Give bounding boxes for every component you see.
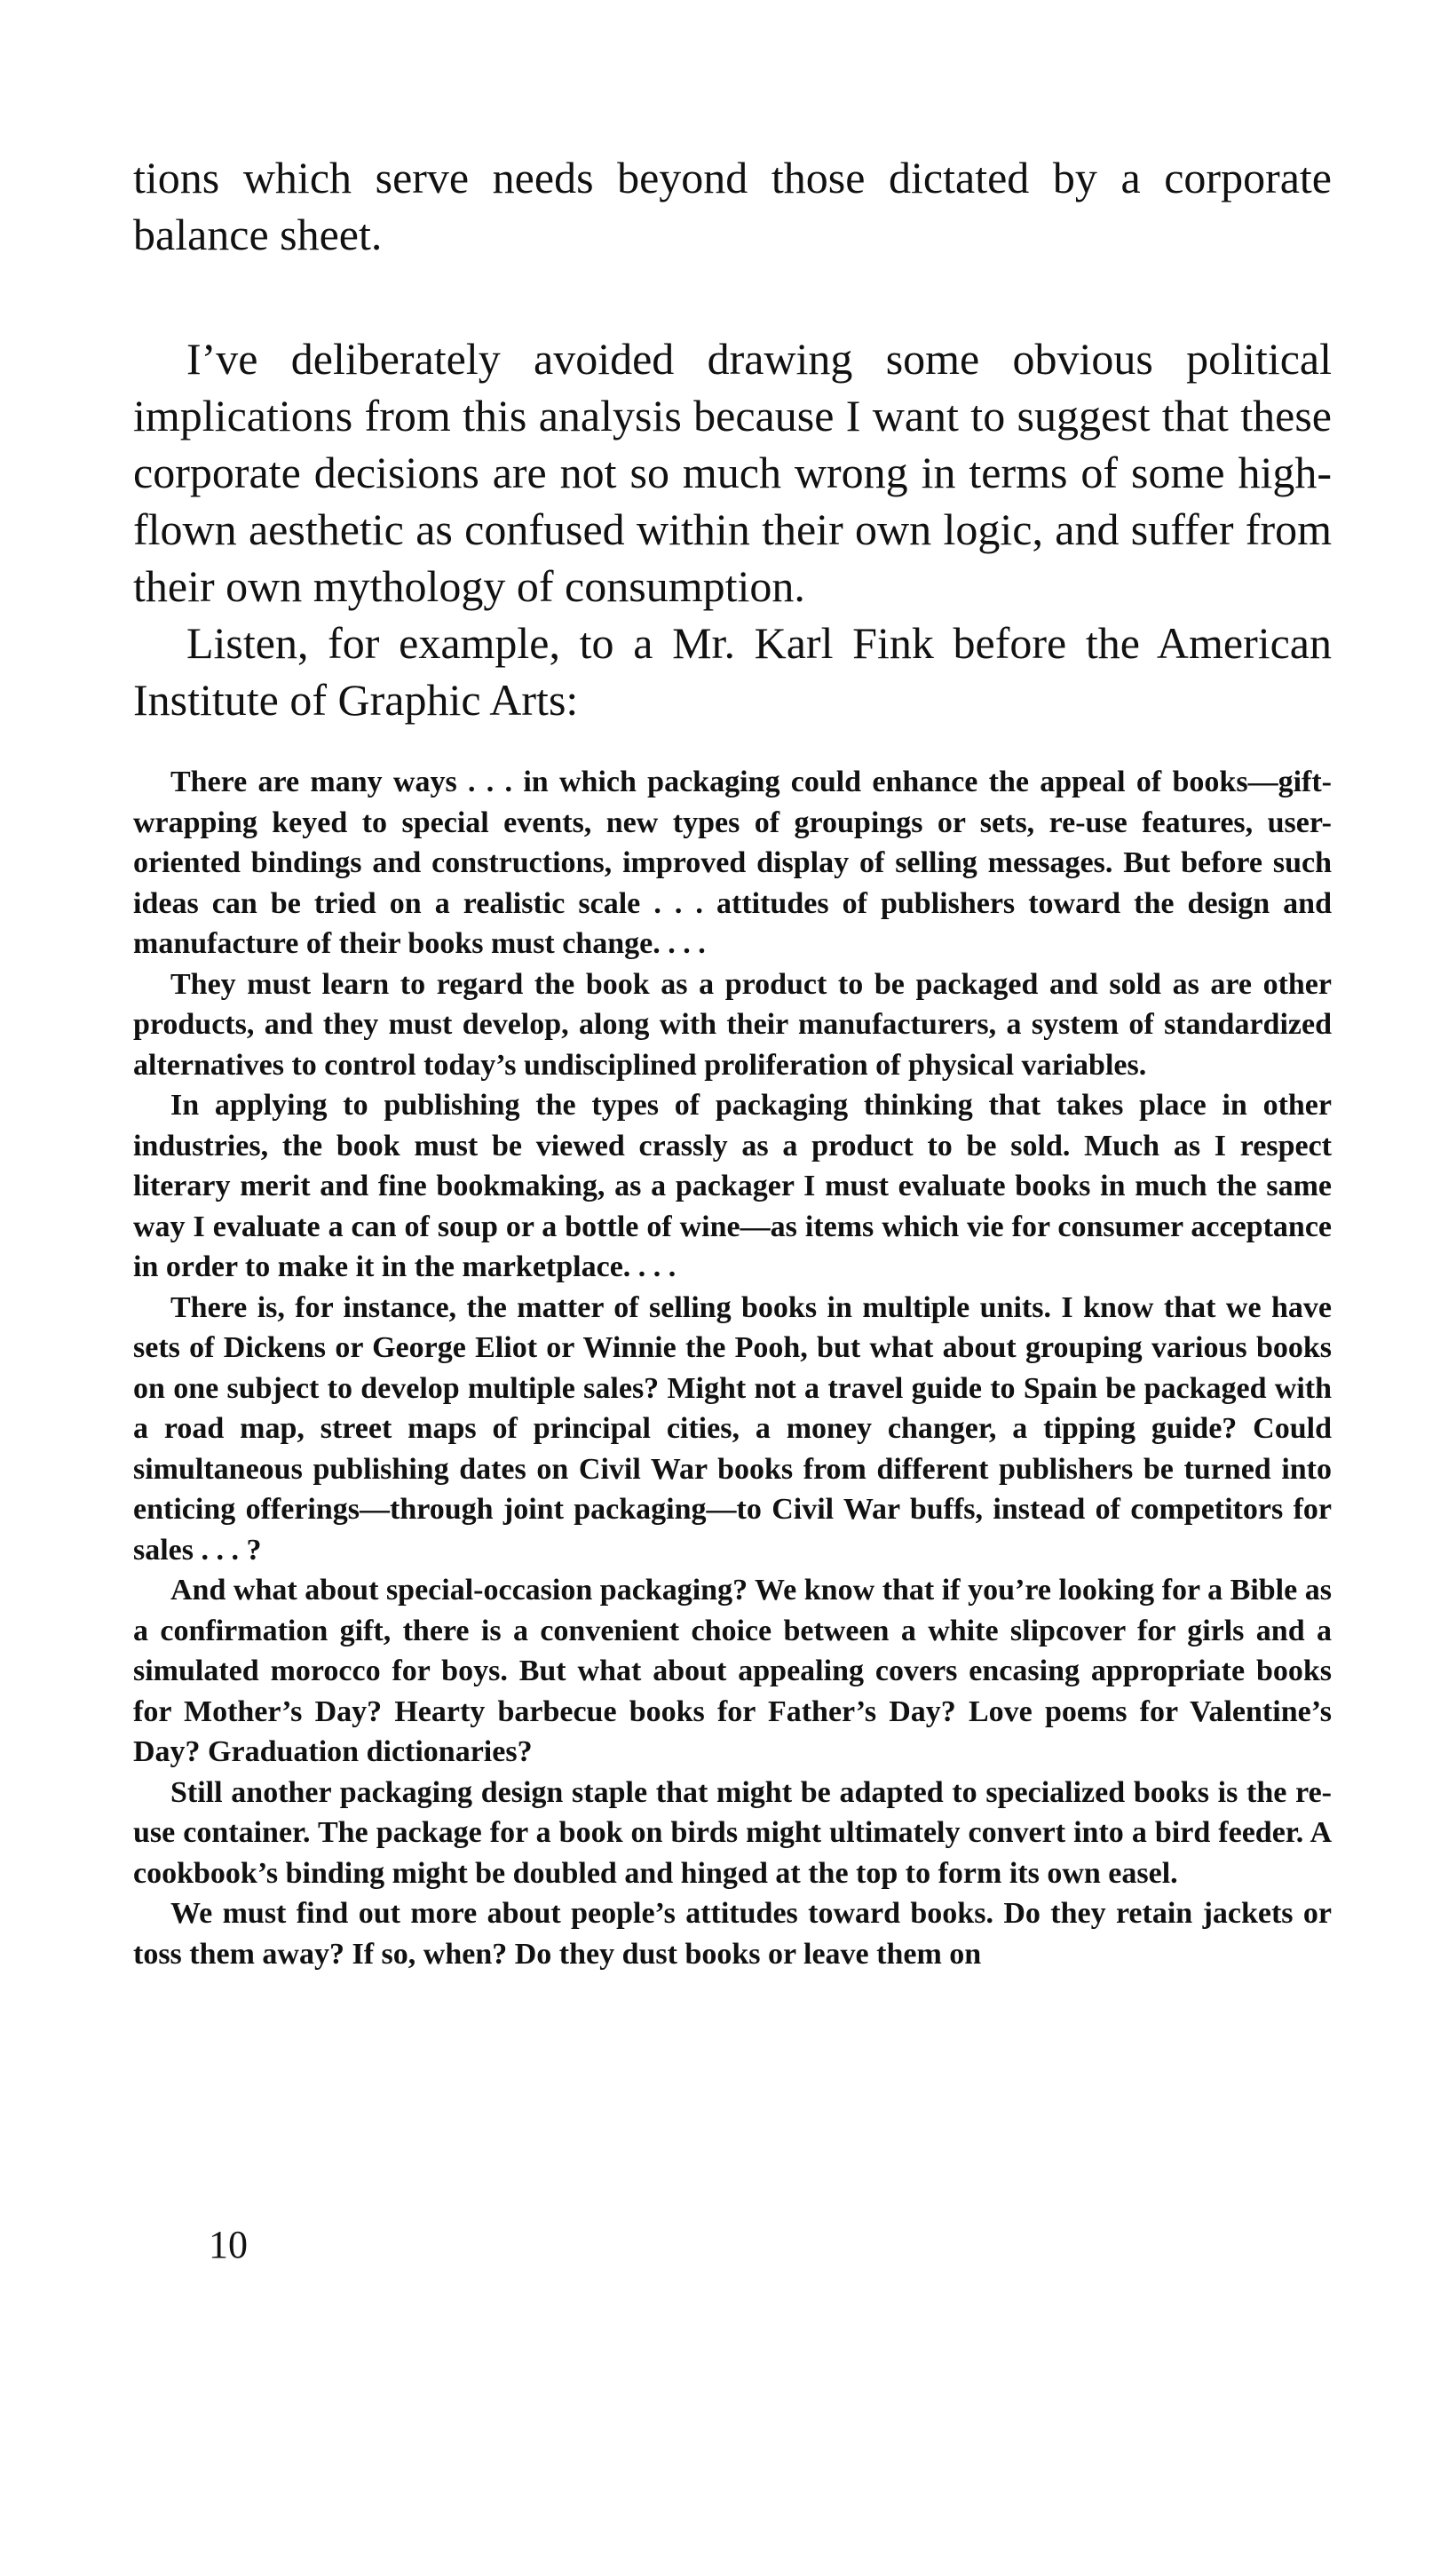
body-paragraphs: [133, 330, 1332, 728]
quote-paragraph: We must find out more about people’s attitudes toward books. Do they retain jackets or toss them away? If so, when? Do they dust books or leave them on: [133, 1897, 1332, 1971]
continuation-paragraph: tions which serve needs beyond those dictated by a corporate balance sheet.: [133, 153, 1332, 259]
page-number: 10: [209, 2223, 248, 2266]
block-quote: [133, 762, 1332, 1974]
quote-paragraph: In applying to publishing the types of packaging thinking that takes place in other industries, the book must be viewed crassly as a product to be sold. Much as I respect literary merit and fine bookmaking, as a packager I must evaluate books in much the same way I evaluate a can of soup or a bottle of wine—as items which vie for consumer acceptance in order to make it in the marketplace. . . .: [133, 1089, 1332, 1283]
quote-paragraph: They must learn to regard the book as a product to be packaged and sold as are other products, and they must develop, along with their manufacturers, a system of standardized alternatives to control today’s undisciplined proliferation of physical variables.: [133, 967, 1332, 1082]
quote-paragraph: There are many ways . . . in which packaging could enhance the appeal of books—gift-wrapping keyed to special events, new types of groupings or sets, re-use features, user-oriented bindings and constructions, improved display of selling messages. But before such ideas can be tried on a realistic scale . . . attitudes of publishers toward the design and manufacture of their books must change. . . .: [133, 766, 1332, 960]
quote-paragraph: There is, for instance, the matter of selling books in multiple units. I know that we have sets of Dickens or George Eliot or Winnie the Pooh, but what about grouping various books on one subject to develop multiple sales? Might not a travel guide to Spain be packaged with a road map, street maps of principal cities, a money changer, a tipping guide? Could simultaneous publishing dates on Civil War books from different publishers be turned into enticing offerings—through joint packaging—to Civil War buffs, instead of competitors for sales . . . ?: [133, 1290, 1332, 1567]
quote-paragraph: And what about special-occasion packaging? We know that if you’re looking for a Bible as a confirmation gift, there is a convenient choice between a white slipcover for girls and a simulated morocco for boys. But what about appealing covers encasing appropriate books for Mother’s Day? Hearty barbecue books for Father’s Day? Love poems for Valentine’s Day? Graduation dictionaries?: [133, 1574, 1332, 1768]
paragraph-karl-fink-intro: Listen, for example, to a Mr. Karl Fink before the American Institute of Graphic Arts:: [133, 618, 1332, 725]
quote-paragraph: Still another packaging design staple that might be adapted to specialized books is the re-use container. The package for a book on birds might ultimately convert into a bird feeder. A cookbook’s binding might be doubled and hinged at the top to form its own easel.: [133, 1775, 1332, 1890]
paragraph-political-implications: I’ve deliberately avoided drawing some obvious political implications from this analysis because I want to suggest that these corporate decisions are not so much wrong in terms of some high-flown aesthetic as confused within their own logic, and suffer from their own mythology of consumption.: [133, 334, 1332, 611]
